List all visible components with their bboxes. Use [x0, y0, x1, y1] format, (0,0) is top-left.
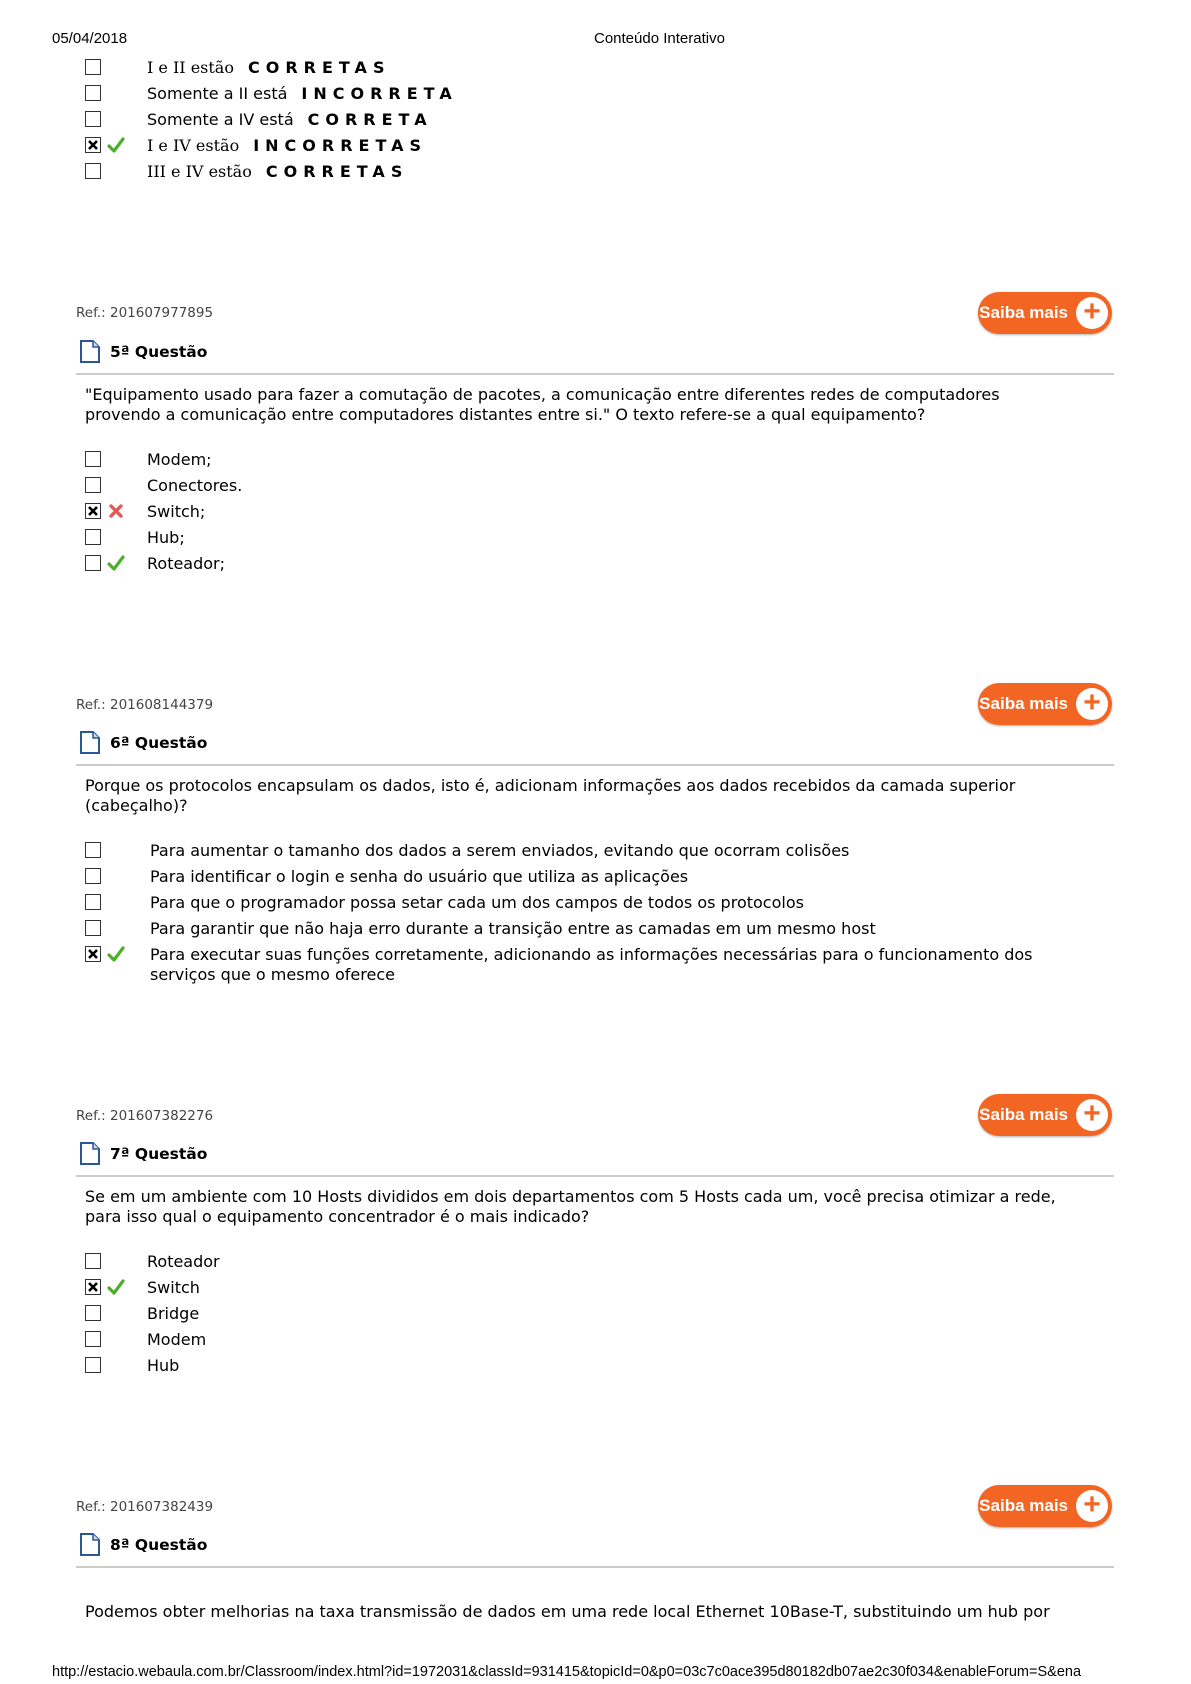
option-text: Modem;	[147, 450, 212, 469]
answer-checkbox[interactable]	[85, 555, 101, 571]
correct-check-icon	[106, 945, 126, 963]
question-header	[80, 1533, 207, 1556]
option-row	[85, 450, 126, 472]
option-row	[85, 841, 126, 863]
option-row	[85, 58, 126, 80]
answer-checkbox[interactable]	[85, 1279, 101, 1295]
plus-icon: +	[1076, 297, 1108, 329]
page-title: Conteúdo Interativo	[594, 30, 725, 47]
result-icon	[106, 110, 126, 128]
question-prompt: "Equipamento usado para fazer a comutação de pacotes, a comunicação entre diferentes redes de computadores provendo a comunicação entre computadores distantes entre si." O texto refere-se a qual equipamento?	[85, 385, 1000, 424]
option-text: Switch;	[147, 502, 206, 521]
option-text: Roteador	[147, 1252, 220, 1271]
option-text: I e II estão CORRETAS	[147, 58, 391, 77]
question-title: 7ª Questão	[110, 1144, 208, 1163]
result-icon	[106, 841, 126, 859]
result-icon	[106, 867, 126, 885]
x-mark-icon	[87, 139, 99, 151]
print-date: 05/04/2018	[52, 30, 128, 47]
document-icon	[80, 731, 100, 754]
option-text: Hub;	[147, 528, 185, 547]
saiba-mais-button[interactable]: Saiba mais +	[978, 1094, 1112, 1136]
option-text: Para executar suas funções corretamente, adicionando as informações necessárias para o funcionamento dos serviços que o mesmo oferece	[150, 945, 1033, 984]
option-row	[85, 476, 126, 498]
plus-icon: +	[1076, 1099, 1108, 1131]
question-title: 6ª Questão	[110, 733, 208, 752]
divider	[76, 373, 1114, 375]
question-prompt: Porque os protocolos encapsulam os dados, isto é, adicionam informações aos dados recebidos da camada superior (cabeçalho)?	[85, 776, 1016, 815]
saiba-mais-button[interactable]: Saiba mais +	[978, 1485, 1112, 1527]
option-row	[85, 867, 126, 889]
result-icon	[106, 919, 126, 937]
plus-icon: +	[1076, 1490, 1108, 1522]
option-row	[85, 893, 126, 915]
answer-checkbox[interactable]	[85, 894, 101, 910]
option-row	[85, 919, 126, 941]
result-icon	[106, 1330, 126, 1348]
divider	[76, 1566, 1114, 1568]
result-icon	[106, 528, 126, 546]
option-text: Roteador;	[147, 554, 226, 573]
option-row	[85, 528, 126, 550]
question-ref: Ref.: 201607382439	[76, 1499, 214, 1515]
option-row	[85, 1304, 126, 1326]
correct-check-icon	[106, 136, 126, 154]
answer-checkbox[interactable]	[85, 85, 101, 101]
answer-checkbox[interactable]	[85, 163, 101, 179]
option-text: Para garantir que não haja erro durante a transição entre as camadas em um mesmo host	[150, 919, 876, 938]
option-row	[85, 110, 126, 132]
option-row	[85, 1252, 126, 1274]
option-text: Hub	[147, 1356, 180, 1375]
question-prompt: Podemos obter melhorias na taxa transmissão de dados em uma rede local Ethernet 10Base-T, substituindo um hub por	[85, 1602, 1050, 1621]
question-header	[80, 1142, 207, 1165]
divider	[76, 1175, 1114, 1177]
result-icon	[106, 58, 126, 76]
option-text: Modem	[147, 1330, 207, 1349]
option-row	[85, 554, 126, 576]
result-icon	[106, 893, 126, 911]
option-row	[85, 162, 126, 184]
option-text: Somente a IV está CORRETA	[147, 110, 433, 129]
answer-checkbox[interactable]	[85, 868, 101, 884]
document-icon	[80, 340, 100, 363]
option-text: III e IV estão CORRETAS	[147, 162, 409, 181]
option-row	[85, 1356, 126, 1378]
option-row	[85, 502, 126, 524]
saiba-mais-button[interactable]: Saiba mais +	[978, 683, 1112, 725]
option-text: Bridge	[147, 1304, 200, 1323]
question-prompt: Se em um ambiente com 10 Hosts divididos em dois departamentos com 5 Hosts cada um, você precisa otimizar a rede, para isso qual o equipamento concentrador é o mais indicado?	[85, 1187, 1056, 1226]
document-icon	[80, 1142, 100, 1165]
wrong-cross-icon	[106, 502, 126, 520]
option-text: I e IV estão INCORRETAS	[147, 136, 428, 155]
option-text: Para aumentar o tamanho dos dados a serem enviados, evitando que ocorram colisões	[150, 841, 850, 860]
answer-checkbox[interactable]	[85, 1357, 101, 1373]
result-icon	[106, 450, 126, 468]
answer-checkbox[interactable]	[85, 920, 101, 936]
answer-checkbox[interactable]	[85, 1253, 101, 1269]
question-ref: Ref.: 201607382276	[76, 1108, 214, 1124]
answer-checkbox[interactable]	[85, 503, 101, 519]
answer-checkbox[interactable]	[85, 946, 101, 962]
page-url: http://estacio.webaula.com.br/Classroom/index.html?id=1972031&classId=931415&topicId=0&p0=03c7c0ace395d80182db07ae2c30f034&enableForum=S&ena	[52, 1664, 1082, 1680]
correct-check-icon	[106, 554, 126, 572]
correct-check-icon	[106, 1278, 126, 1296]
saiba-mais-button[interactable]: Saiba mais +	[978, 292, 1112, 334]
x-mark-icon	[87, 948, 99, 960]
answer-checkbox[interactable]	[85, 1305, 101, 1321]
result-icon	[106, 1356, 126, 1374]
answer-checkbox[interactable]	[85, 59, 101, 75]
x-mark-icon	[87, 505, 99, 517]
result-icon	[106, 1304, 126, 1322]
result-icon	[106, 162, 126, 180]
option-row	[85, 1330, 126, 1352]
answer-checkbox[interactable]	[85, 842, 101, 858]
question-ref: Ref.: 201607977895	[76, 305, 214, 321]
result-icon	[106, 1252, 126, 1270]
result-icon	[106, 84, 126, 102]
answer-checkbox[interactable]	[85, 451, 101, 467]
document-icon	[80, 1533, 100, 1556]
x-mark-icon	[87, 1281, 99, 1293]
option-text: Para que o programador possa setar cada um dos campos de todos os protocolos	[150, 893, 804, 912]
question-title: 8ª Questão	[110, 1535, 208, 1554]
result-icon	[106, 476, 126, 494]
option-row	[85, 1278, 126, 1300]
question-header	[80, 340, 207, 363]
question-ref: Ref.: 201608144379	[76, 697, 214, 713]
plus-icon: +	[1076, 688, 1108, 720]
option-row	[85, 84, 126, 106]
option-text: Para identificar o login e senha do usuário que utiliza as aplicações	[150, 867, 689, 886]
question-header	[80, 731, 207, 754]
option-row	[85, 136, 126, 158]
answer-checkbox[interactable]	[85, 477, 101, 493]
option-row	[85, 945, 126, 967]
option-text: Conectores.	[147, 476, 243, 495]
divider	[76, 764, 1114, 766]
answer-checkbox[interactable]	[85, 1331, 101, 1347]
option-text: Switch	[147, 1278, 200, 1297]
answer-checkbox[interactable]	[85, 529, 101, 545]
answer-checkbox[interactable]	[85, 137, 101, 153]
question-title: 5ª Questão	[110, 342, 208, 361]
option-text: Somente a II está INCORRETA	[147, 84, 458, 103]
answer-checkbox[interactable]	[85, 111, 101, 127]
